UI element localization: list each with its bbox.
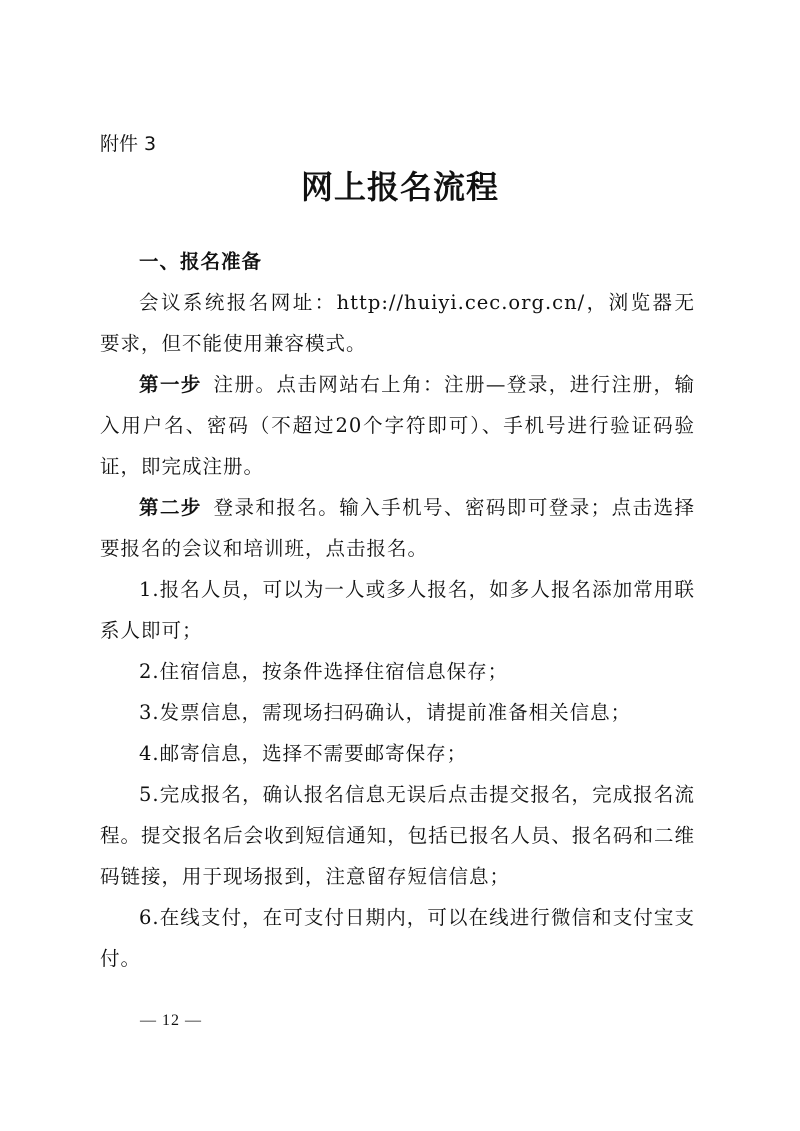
list-item: 4.邮寄信息，选择不需要邮寄保存； (139, 742, 468, 765)
list-item: 3.发票信息，需现场扫码确认，请提前准备相关信息； (139, 701, 632, 724)
document-title: 网上报名流程 (300, 168, 499, 206)
step2-label: 第二步 (139, 496, 202, 519)
list-item: 6.在线支付，在可支付日期内，可以在线进行微信和支付宝支付。 (100, 906, 695, 970)
list-item: 5.完成报名，确认报名信息无误后点击提交报名，完成报名流程。提交报名后会收到短信通知，包括已报名人员、报名码和二维码链接，用于现场报到，注意留存短信信息； (100, 783, 695, 888)
list-item: 2.住宿信息，按条件选择住宿信息保存； (139, 660, 509, 683)
step1-paragraph (100, 364, 695, 487)
list-item: 1.报名人员，可以为一人或多人报名，如多人报名添加常用联系人即可； (100, 578, 695, 642)
page-number: — 12 — (140, 1012, 202, 1029)
step2-text: 登录和报名。输入手机号、密码即可登录；点击选择要报名的会议和培训班，点击报名。 (100, 496, 695, 560)
section-heading: 一、报名准备 (139, 250, 263, 273)
intro-paragraph: 会议系统报名网址：http://huiyi.cec.org.cn/，浏览器无要求，但不能使用兼容模式。 (100, 291, 695, 355)
step1-label: 第一步 (139, 373, 202, 396)
step1-text: 注册。点击网站右上角：注册—登录，进行注册，输入用户名、密码（不超过20个字符即可）、手机号进行验证码验证，即完成注册。 (100, 373, 695, 478)
document-body (100, 241, 695, 979)
attachment-label: 附件 3 (100, 133, 157, 155)
step2-paragraph (100, 487, 695, 569)
